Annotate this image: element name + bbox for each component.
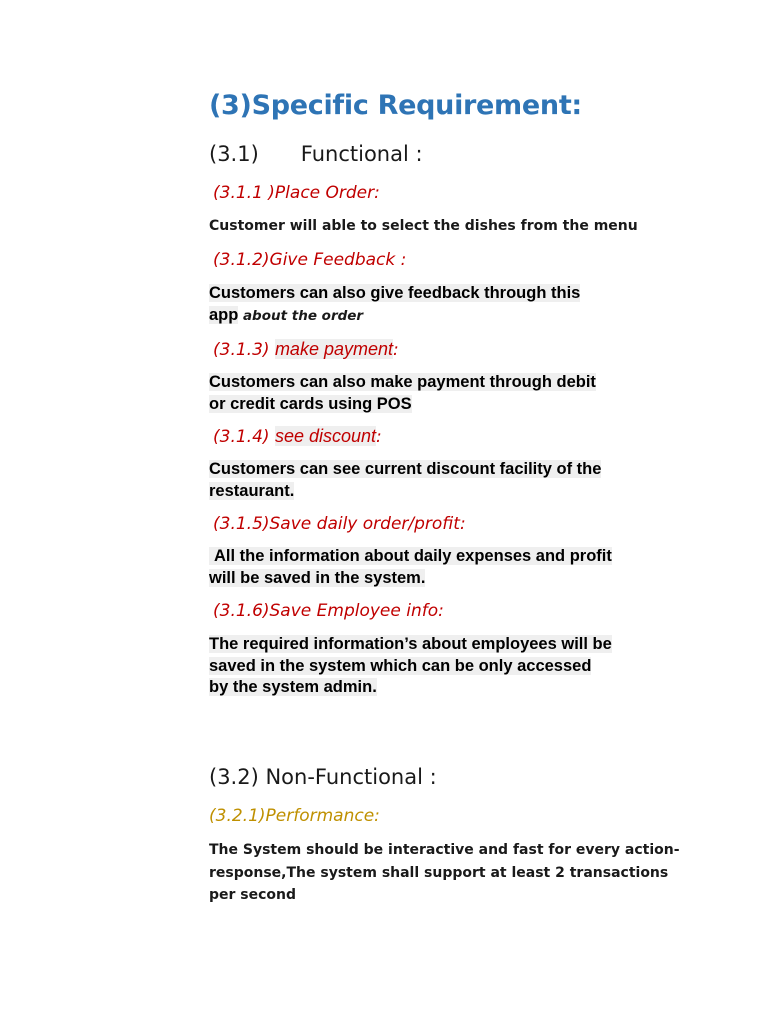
section-non-functional-heading: (3.2) Non-Functional : [209,765,437,789]
see-discount-heading-label: see discount [274,426,377,446]
make-payment-heading-label: make payment [274,339,393,359]
see-discount-heading-number: (3.1.4) [213,427,270,447]
see-discount-heading [213,426,382,447]
performance-line-2: response,The system shall support at least 2 transactions [209,864,669,881]
save-employee-info-description [209,634,612,699]
see-discount-line-2: restaurant. [209,481,295,500]
make-payment-heading-colon: : [393,340,399,360]
save-employee-info-line-3: by the system admin. [209,678,377,696]
performance-line-1: The System should be interactive and fast for every action- [209,842,680,858]
give-feedback-line-1: Customers can also give feedback through this [209,284,581,302]
performance-line-3: per second [209,887,297,903]
save-daily-order-heading: (3.1.5)Save daily order/profit: [213,514,466,534]
see-discount-description [209,459,601,502]
give-feedback-heading: (3.1.2)Give Feedback : [213,250,407,270]
make-payment-line-1: Customers can also make payment through debit [209,373,596,391]
give-feedback-description [209,283,580,327]
give-feedback-line-2: app [209,305,239,324]
page-title: (3)Specific Requirement: [209,90,582,121]
make-payment-heading-number: (3.1.3) [213,340,270,360]
save-employee-info-line-2: saved in the system which can be only accessed [209,656,592,675]
make-payment-line-2: or credit cards using POS [209,394,412,413]
save-daily-order-line-1: All the information about daily expenses and profit [209,547,612,565]
place-order-heading: (3.1.1 )Place Order: [213,183,380,203]
save-daily-order-line-2: will be saved in the system. [209,568,426,587]
section-functional-heading [209,142,423,166]
performance-heading: (3.2.1)Performance: [209,806,380,826]
place-order-description: Customer will able to select the dishes from the menu [209,218,638,234]
section-functional-number: (3.1) [209,142,259,166]
save-employee-info-line-1: The required information’s about employees will be [209,635,612,653]
save-employee-info-heading: (3.1.6)Save Employee info: [213,601,444,621]
performance-description [209,839,680,907]
give-feedback-aside: about the order [242,307,364,324]
save-daily-order-description [209,546,612,589]
section-functional-label: Functional : [300,142,423,166]
see-discount-line-1: Customers can see current discount facility of the [209,460,602,478]
make-payment-description [209,372,596,415]
see-discount-heading-colon: : [376,427,382,447]
make-payment-heading [213,339,399,360]
